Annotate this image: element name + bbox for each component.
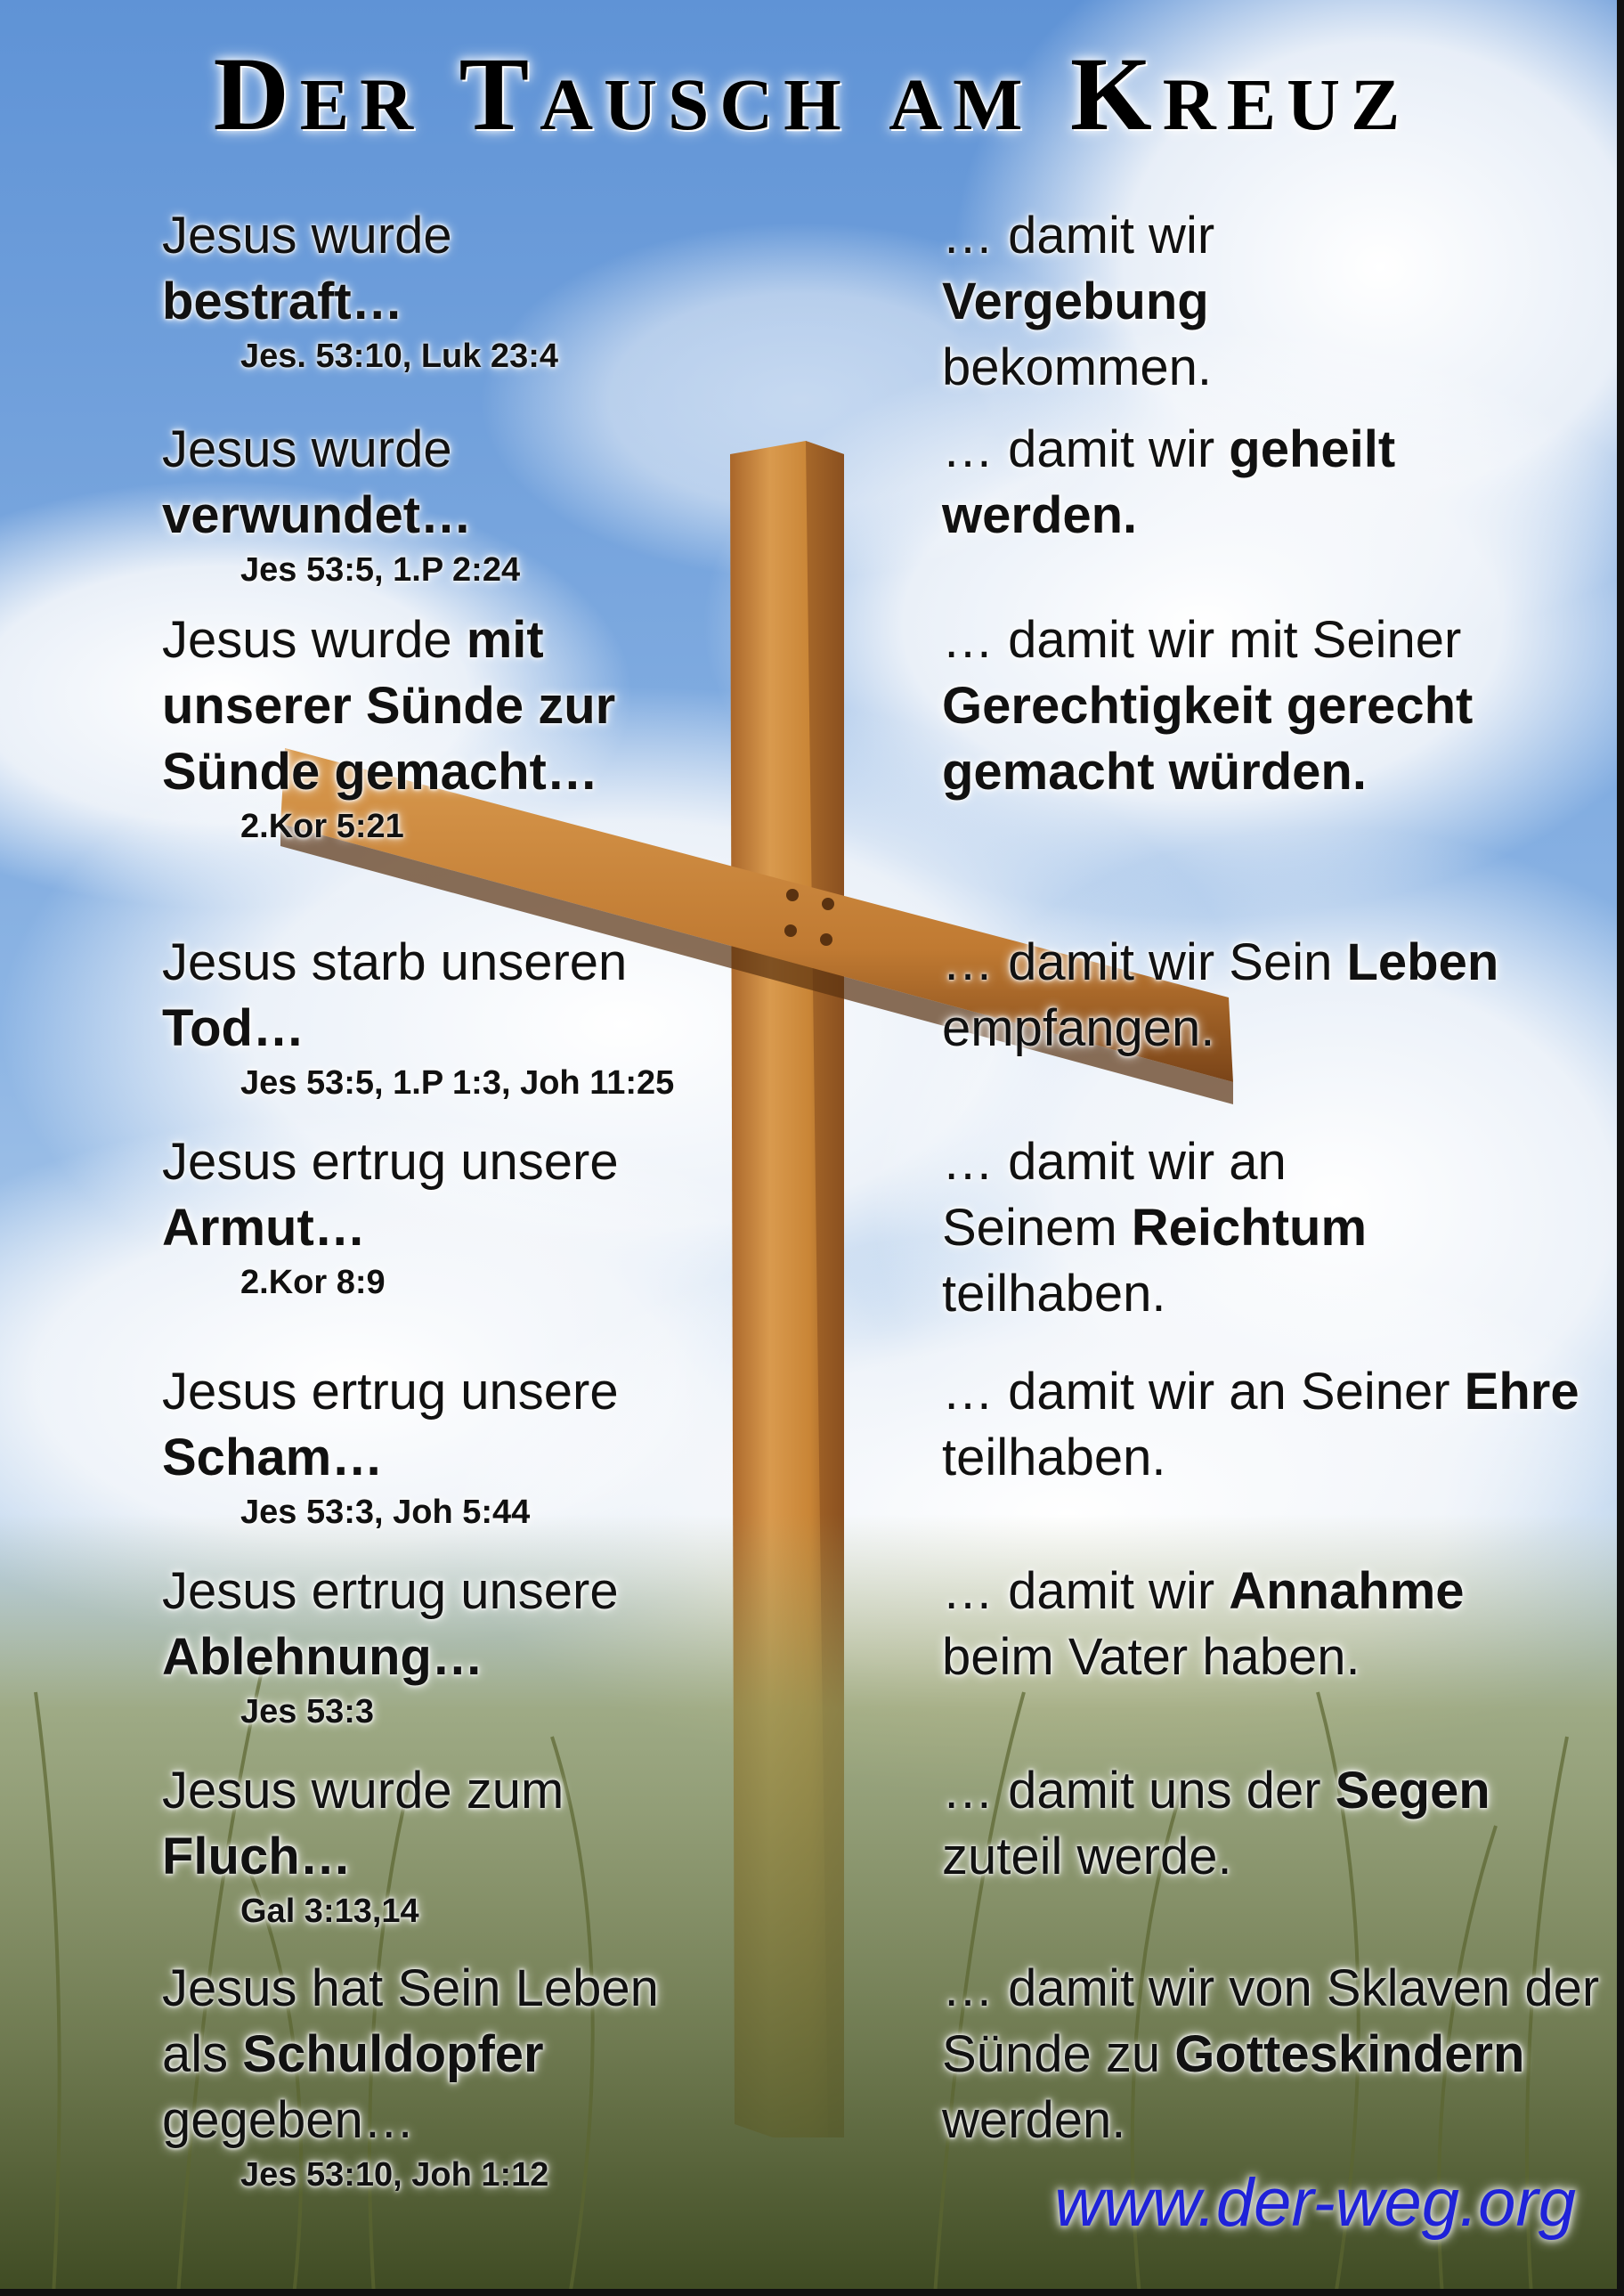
scripture-reference: Gal 3:13,14: [240, 1893, 419, 1930]
jesus-statement-7: [162, 1559, 696, 1733]
scripture-reference: Jes 53:10, Joh 1:12: [240, 2156, 549, 2194]
statement-emphasis: Ehre: [1464, 1363, 1579, 1421]
statement-text: Jesus wurde: [162, 420, 452, 478]
statement-text-end: teilhaben.: [942, 1429, 1166, 1486]
statement-text: … damit wir an Seiner: [942, 1363, 1465, 1421]
statement-text-end: bekommen.: [942, 338, 1213, 396]
scripture-reference: Jes. 53:10, Luk 23:4: [240, 338, 558, 375]
scripture-reference: Jes 53:5, 1.P 2:24: [240, 551, 521, 589]
jesus-statement-8: [162, 1758, 661, 1933]
jesus-statement-2: [162, 417, 661, 591]
statement-emphasis: Gerechtigkeit gerecht gemacht würden.: [942, 677, 1474, 801]
statement-emphasis: geheilt werden.: [942, 420, 1396, 544]
statement-text: … damit wir: [942, 420, 1230, 478]
statement-text: Jesus hat Sein Leben als: [162, 1959, 659, 2083]
statement-emphasis: Leben: [1346, 933, 1499, 991]
statement-text-end: teilhaben.: [942, 1265, 1166, 1323]
benefit-statement-1: [942, 203, 1423, 401]
benefit-statement-7: [942, 1559, 1583, 1690]
statement-text: … damit wir mit Seiner: [942, 611, 1462, 669]
statement-text: … damit uns der: [942, 1762, 1336, 1820]
statement-emphasis: Tod…: [162, 999, 304, 1057]
statement-emphasis: Armut…: [162, 1199, 366, 1257]
jesus-statement-9: [162, 1956, 732, 2196]
benefit-statement-8: [942, 1758, 1565, 1890]
benefit-statement-4: [942, 930, 1583, 1062]
jesus-statement-6: [162, 1359, 696, 1534]
jesus-statement-1: [162, 203, 661, 378]
statement-emphasis: verwundet…: [162, 486, 473, 544]
statement-text: Jesus ertrug unsere: [162, 1363, 619, 1421]
website-link[interactable]: www.der-weg.org: [1054, 2165, 1576, 2241]
page-title: Der Tausch am Kreuz: [213, 36, 1411, 152]
statement-emphasis: Vergebung: [942, 273, 1209, 330]
statement-text-end: gegeben…: [162, 2091, 415, 2149]
benefit-statement-9: [942, 1956, 1601, 2154]
statement-text-end: beim Vater haben.: [942, 1628, 1360, 1686]
statement-emphasis: bestraft…: [162, 273, 403, 330]
statement-emphasis: Ablehnung…: [162, 1628, 483, 1686]
frame-border-bottom: [0, 2289, 1624, 2296]
scripture-reference: Jes 53:3, Joh 5:44: [240, 1494, 531, 1531]
statement-emphasis: Annahme: [1229, 1562, 1465, 1620]
benefit-statement-5: [942, 1129, 1458, 1327]
jesus-statement-3: [162, 607, 732, 848]
statement-text: … damit wir Sein: [942, 933, 1347, 991]
statement-text: Jesus ertrug unsere: [162, 1133, 619, 1191]
scripture-reference: Jes 53:5, 1.P 1:3, Joh 11:25: [240, 1064, 675, 1102]
scripture-reference: 2.Kor 8:9: [240, 1264, 386, 1301]
statement-emphasis: Fluch…: [162, 1828, 352, 1885]
benefit-statement-2: [942, 417, 1423, 549]
scripture-reference: 2.Kor 5:21: [240, 808, 404, 845]
statement-text-end: zuteil werde.: [942, 1828, 1232, 1885]
statement-text-end: empfangen.: [942, 999, 1215, 1057]
jesus-statement-4: [162, 930, 750, 1104]
statement-text: Jesus wurde: [162, 611, 467, 669]
jesus-statement-5: [162, 1129, 696, 1304]
statement-emphasis: Gotteskindern: [1174, 2025, 1525, 2083]
statement-text: … damit wir an Seinem: [942, 1133, 1287, 1257]
statement-text: Jesus wurde zum: [162, 1762, 564, 1820]
statement-emphasis: Schuldopfer: [242, 2025, 544, 2083]
statement-emphasis: Scham…: [162, 1429, 384, 1486]
statement-text: … damit wir von Sklaven der Sünde zu: [942, 1959, 1600, 2083]
statement-emphasis: mit unserer Sünde zur Sünde gemacht…: [162, 611, 616, 801]
scripture-reference: Jes 53:3: [240, 1693, 375, 1730]
statement-text-end: werden.: [942, 2091, 1126, 2149]
statement-text: Jesus wurde: [162, 207, 452, 265]
benefit-statement-6: [942, 1359, 1601, 1491]
statement-emphasis: Reichtum: [1131, 1199, 1368, 1257]
statement-emphasis: Segen: [1335, 1762, 1490, 1820]
statement-text: Jesus ertrug unsere: [162, 1562, 619, 1620]
statement-text: … damit wir: [942, 207, 1215, 265]
benefit-statement-3: [942, 607, 1583, 805]
frame-border-right: [1617, 0, 1624, 2296]
statement-text: Jesus starb unseren: [162, 933, 628, 991]
statement-text: … damit wir: [942, 1562, 1230, 1620]
